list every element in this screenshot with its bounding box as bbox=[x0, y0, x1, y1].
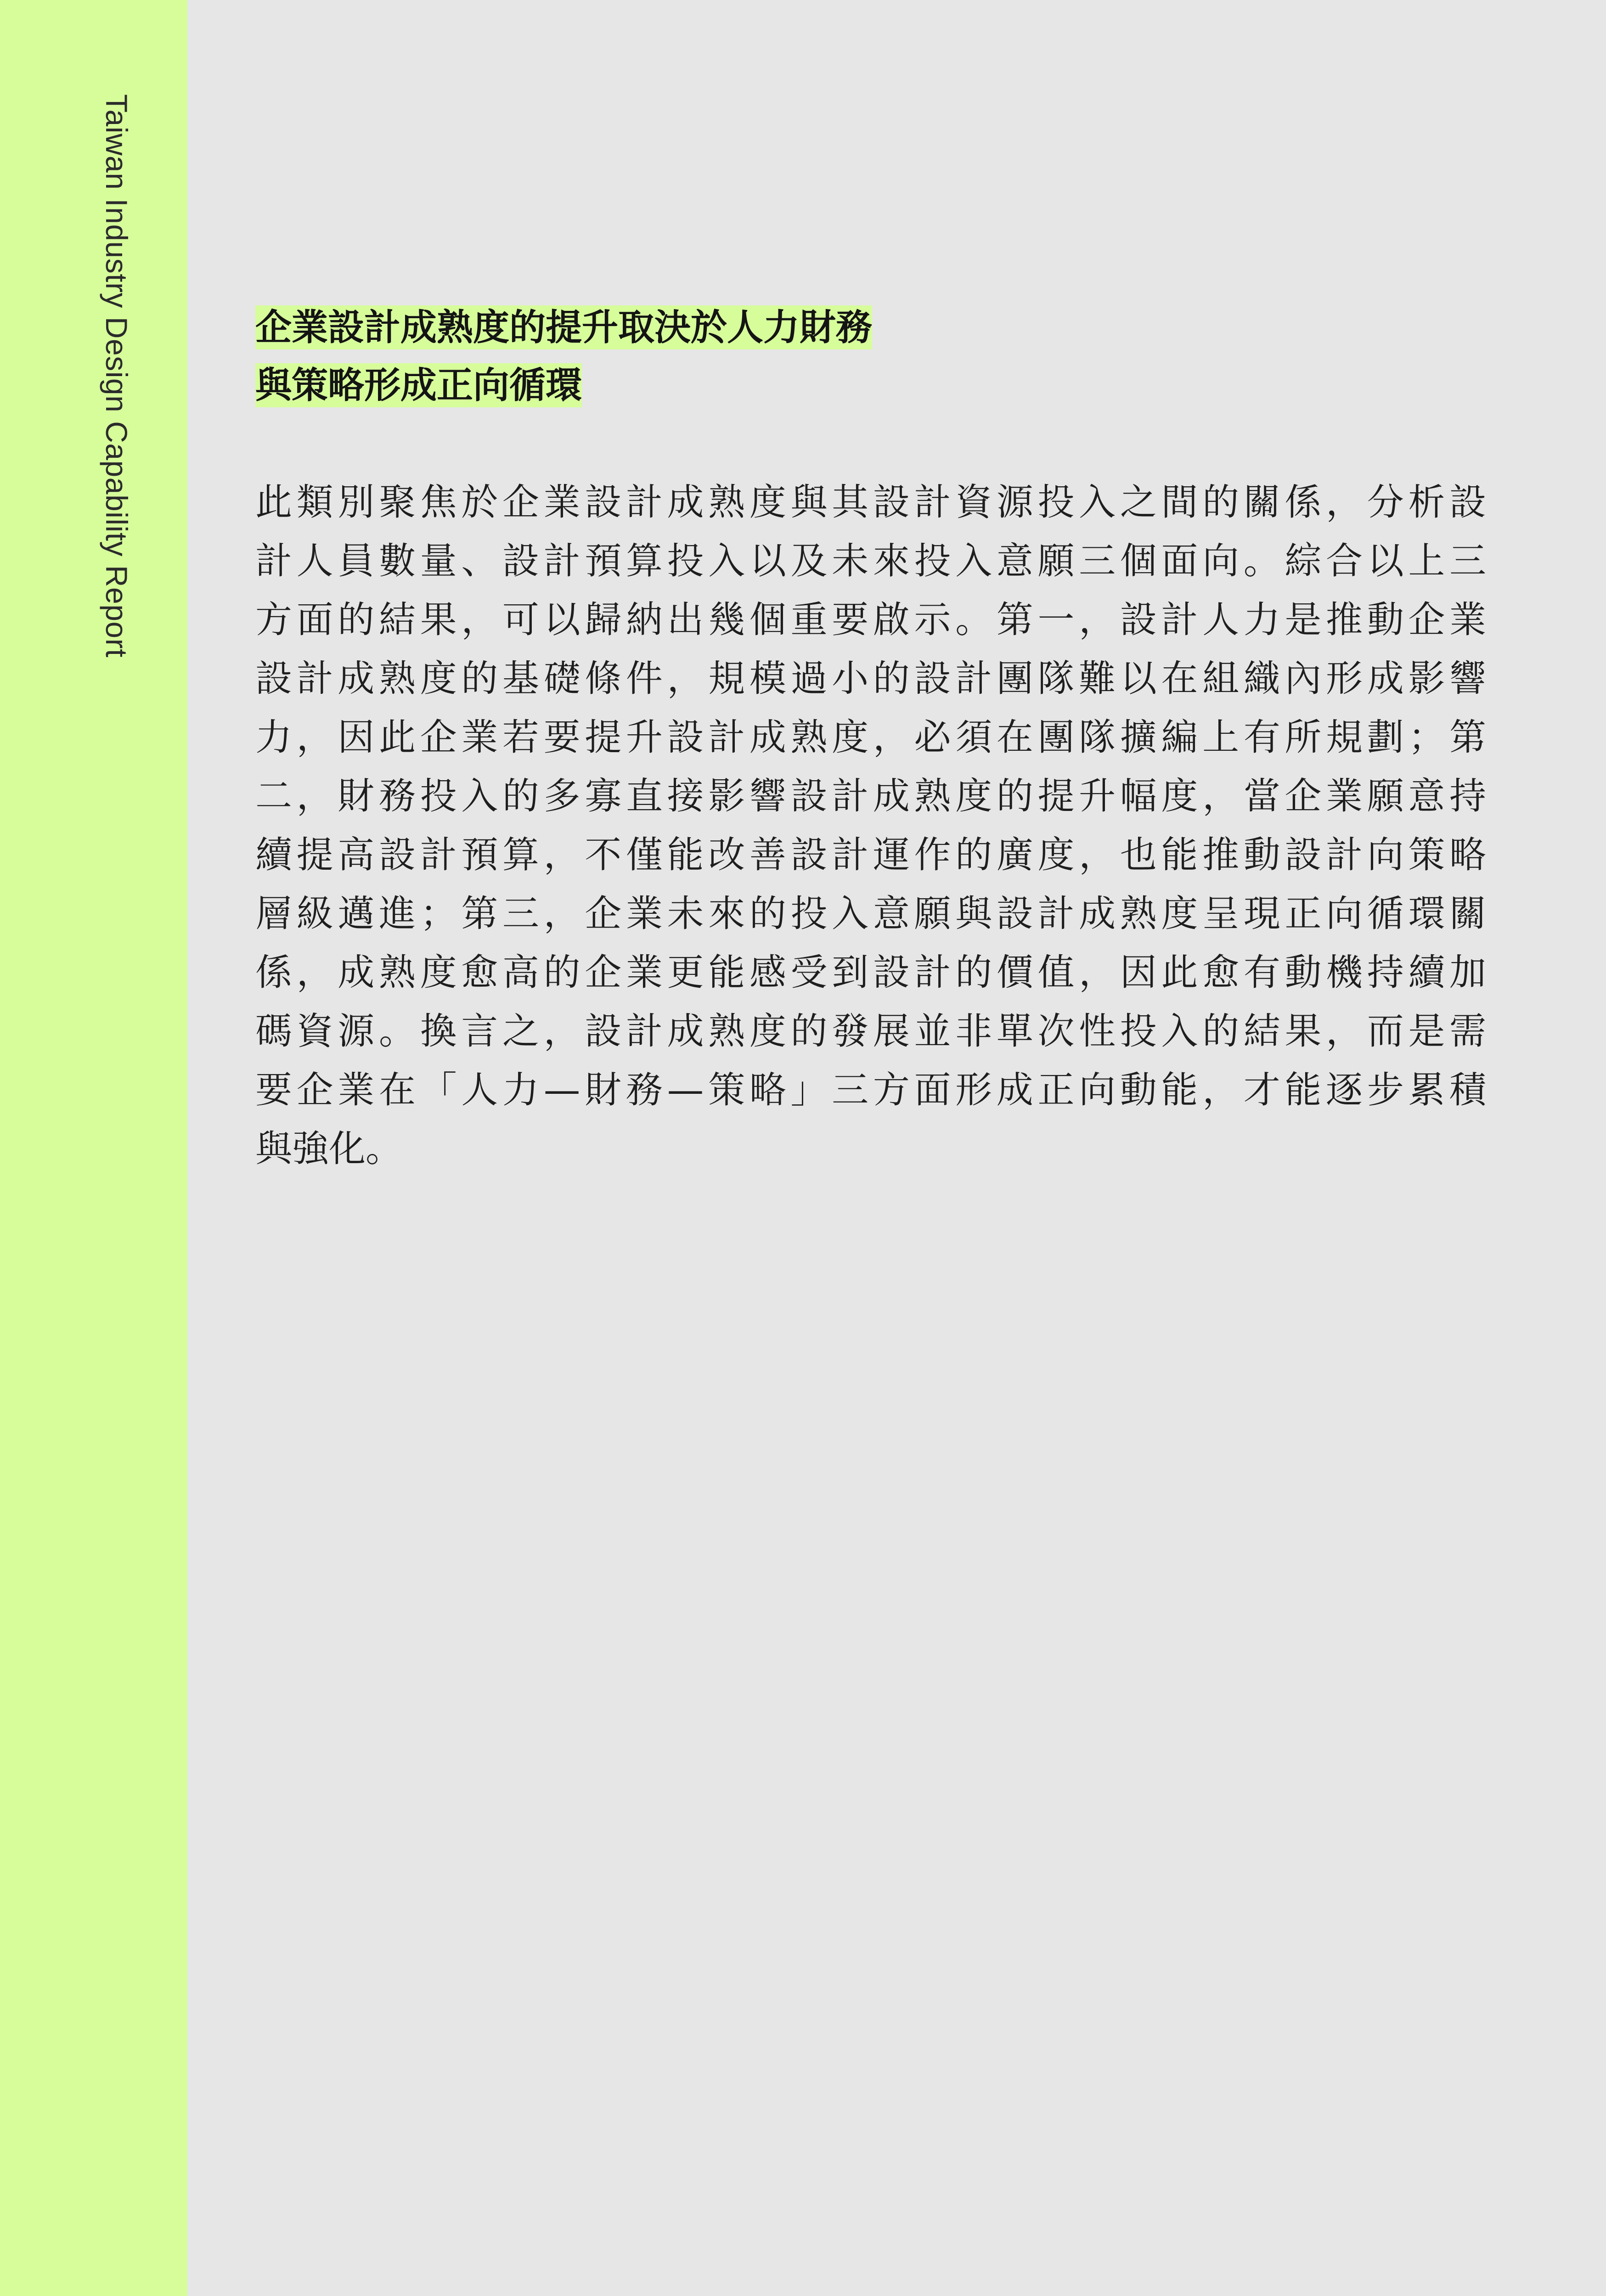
heading-line-1-text: 企業設計成熟度的提升取決於人力財務 bbox=[255, 306, 872, 349]
body-paragraph bbox=[255, 473, 1486, 1178]
body-line-10: 碼資源。換言之，設計成熟度的發展並非單次性投入的結果，而是需 bbox=[255, 1010, 1486, 1052]
body-line-2: 計人員數量、設計預算投入以及未來投入意願三個面向。綜合以上三 bbox=[255, 540, 1486, 582]
section-heading bbox=[255, 298, 1495, 414]
sidebar-band bbox=[0, 0, 187, 2296]
body-line-11: 要企業在「人力—財務—策略」三方面形成正向動能，才能逐步累積 bbox=[255, 1069, 1486, 1111]
body-line-3: 方面的結果，可以歸納出幾個重要啟示。第一，設計人力是推動企業 bbox=[255, 598, 1486, 641]
heading-line-2 bbox=[255, 356, 1495, 414]
body-line-1: 此類別聚焦於企業設計成熟度與其設計資源投入之間的關係，分析設 bbox=[255, 481, 1486, 523]
body-line-12: 與強化。 bbox=[255, 1127, 402, 1170]
heading-line-1 bbox=[255, 298, 1495, 356]
body-line-4: 設計成熟度的基礎條件，規模過小的設計團隊難以在組織內形成影響 bbox=[255, 657, 1486, 700]
running-head: Taiwan Industry Design Capability Report bbox=[100, 94, 134, 658]
heading-line-2-text: 與策略形成正向循環 bbox=[255, 364, 582, 406]
body-line-8: 層級邁進；第三，企業未來的投入意願與設計成熟度呈現正向循環關 bbox=[255, 892, 1486, 935]
body-line-6: 二，財務投入的多寡直接影響設計成熟度的提升幅度，當企業願意持 bbox=[255, 775, 1486, 817]
body-line-5: 力，因此企業若要提升設計成熟度，必須在團隊擴編上有所規劃；第 bbox=[255, 716, 1486, 759]
body-line-9: 係，成熟度愈高的企業更能感受到設計的價值，因此愈有動機持續加 bbox=[255, 951, 1486, 994]
body-line-7: 續提高設計預算，不僅能改善設計運作的廣度，也能推動設計向策略 bbox=[255, 833, 1486, 876]
